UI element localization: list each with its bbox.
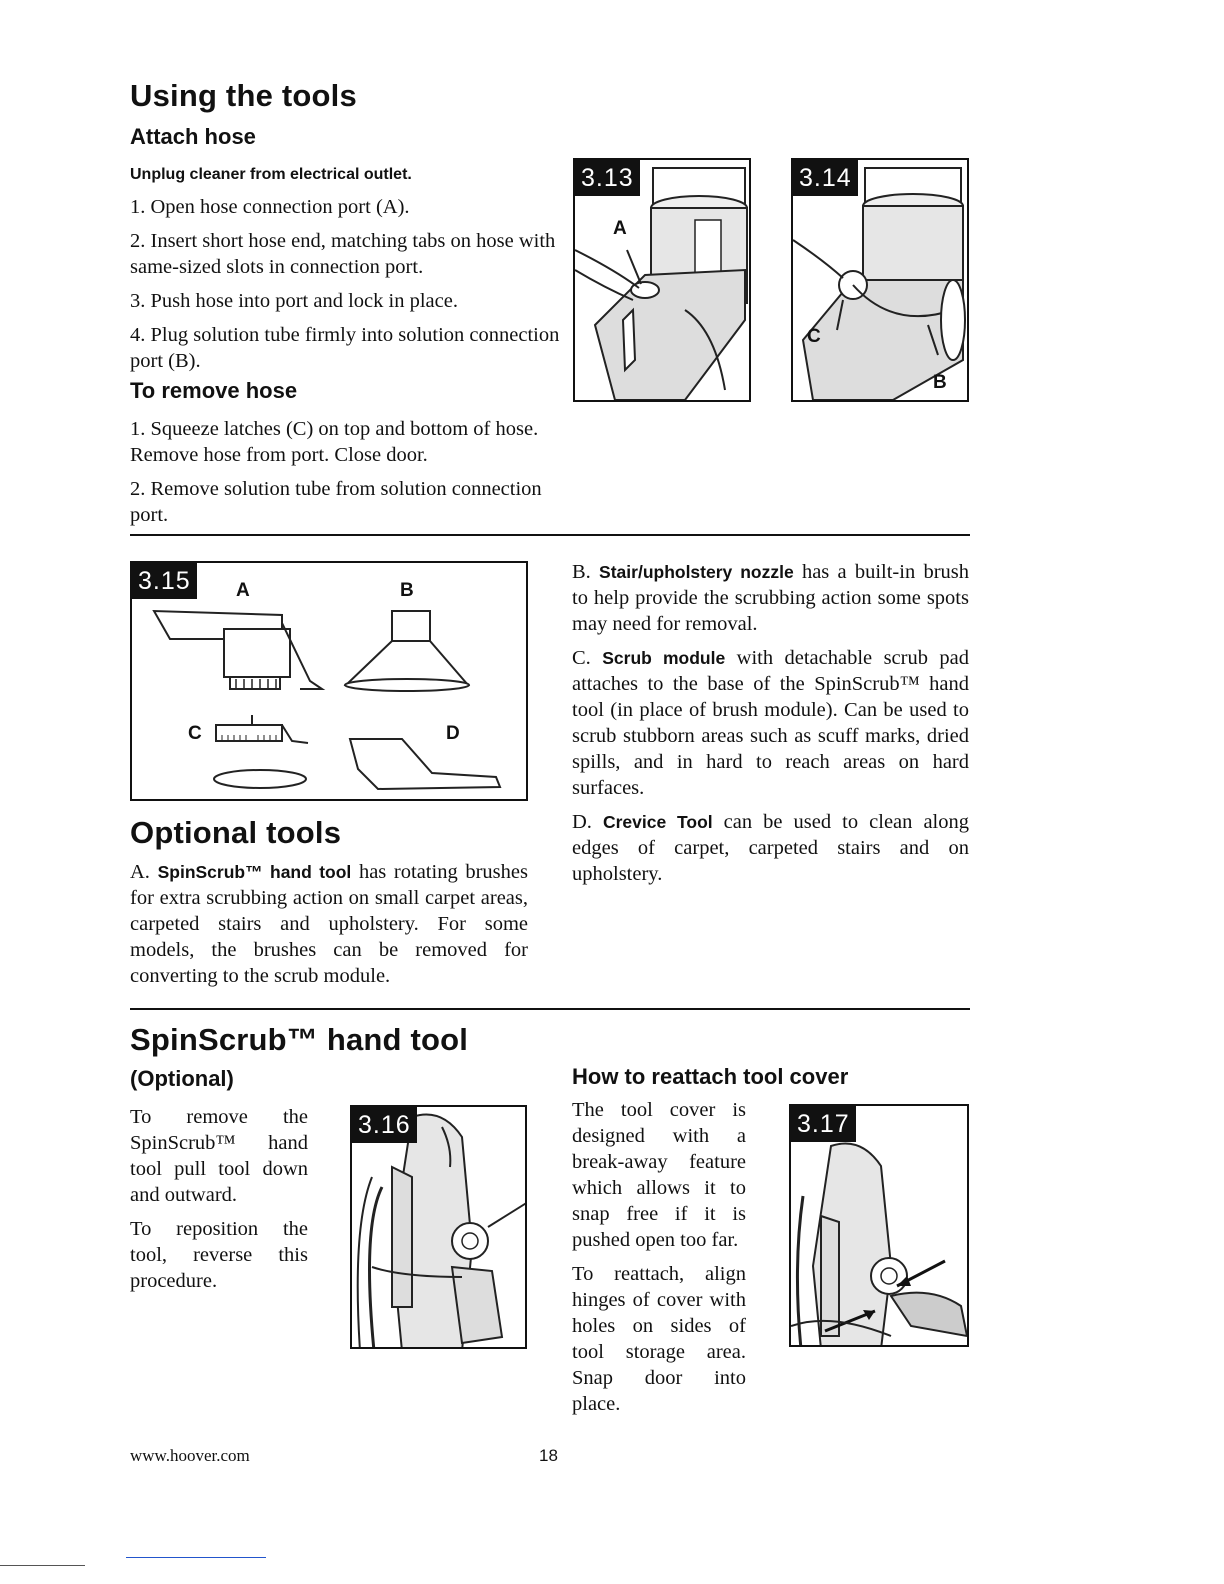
spinscrub-removal-illustration [352,1107,527,1349]
figure-3-16 [350,1105,527,1349]
tool-d-lead: D. [572,811,603,833]
website-url: www.hoover.com [130,1446,250,1465]
tool-a-text: has rotating brushes for extra scrubbing action on small carpet areas, carpeted stairs and upholstery. For some models, the brushes can be removed for converting to the scrub module. [130,861,528,987]
tool-b-lead: B. [572,561,600,583]
section-divider [130,534,970,536]
tool-cover-reattach-illustration [791,1106,969,1347]
cleaner-hose-port-illustration [575,160,751,402]
unplug-warning: Unplug cleaner from electrical outlet. [130,166,412,183]
cleaner-latch-illustration [793,160,969,402]
spinscrub-heading: SpinScrub™ hand tool [130,1022,469,1057]
corner-mark [0,1565,85,1566]
label-a: A [613,218,627,239]
optional-tools-heading: Optional tools [130,815,342,850]
tool-b-text: has a built-in brush to help provide the scrubbing action some spots may need for removal. [572,561,969,635]
remove-step-1: 1. Squeeze latches (C) on top and bottom of hose. Remove hose from port. Close door. [130,418,539,466]
remove-instructions: To remove the SpinScrub™ hand tool pull tool down and outward. [130,1106,308,1206]
optional-subheading: (Optional) [130,1066,234,1091]
tool-a-name: SpinScrub™ hand tool [157,862,352,882]
attach-step-2: 2. Insert short hose end, matching tabs on hose with same-sized slots in connection port. [130,230,556,278]
reattach-heading: How to reattach tool cover [572,1064,849,1089]
reposition-instructions: To reposition the tool, reverse this procedure. [130,1218,308,1292]
tool-d-name: Crevice Tool [602,812,713,832]
attach-hose-body [130,162,562,382]
reattach-instructions: To reattach, align hinges of cover with holes on sides of tool storage area. Snap door into place. [572,1263,746,1415]
reattach-body [572,1097,746,1425]
label-b: B [933,372,947,393]
label-d: D [446,723,460,744]
attach-step-1: 1. Open hose connection port (A). [130,196,410,218]
figure-badge: 3.13 [575,160,640,196]
figure-badge: 3.16 [352,1107,417,1143]
attach-step-3: 3. Push hose into port and lock in place. [130,290,458,312]
attach-step-4: 4. Plug solution tube firmly into solution connection port (B). [130,324,560,372]
tool-a-lead: A. [130,861,158,883]
reattach-description: The tool cover is designed with a break-away feature which allows it to snap free if it is pushed open too far. [572,1099,746,1251]
tool-c-text: with detachable scrub pad attaches to the base of the SpinScrub™ hand tool (in place of brush module). Can be used to scrub stubborn areas such as scuff marks, dried spills, and in hard to reach areas on hard surfaces. [572,647,969,799]
tool-c-lead: C. [572,647,603,669]
figure-badge: 3.14 [793,160,858,196]
figure-badge: 3.15 [132,563,197,599]
figure-badge: 3.17 [791,1106,856,1142]
remove-hose-heading: To remove hose [130,378,298,403]
tool-b-description [572,559,969,895]
tool-a-description [130,859,528,989]
page-title: Using the tools [130,78,357,113]
figure-3-15 [130,561,528,801]
page-number: 18 [539,1446,558,1465]
tool-d-text: can be used to clean along edges of carpet, carpeted stairs and on upholstery. [572,811,969,885]
label-a: A [236,580,250,601]
spinscrub-body [130,1104,308,1302]
label-b: B [400,580,414,601]
figure-3-13 [573,158,751,402]
label-c: C [188,723,202,744]
section-divider [130,1008,970,1010]
attach-hose-heading: Attach hose [130,124,256,149]
tool-b-name: Stair/upholstery nozzle [599,562,794,582]
remove-step-2: 2. Remove solution tube from solution connection port. [130,478,542,526]
remove-hose-body [130,416,550,536]
label-c: C [807,326,821,347]
figure-3-14 [791,158,969,402]
bottom-divider [126,1557,266,1558]
tool-c-name: Scrub module [602,648,726,668]
figure-3-17 [789,1104,969,1347]
